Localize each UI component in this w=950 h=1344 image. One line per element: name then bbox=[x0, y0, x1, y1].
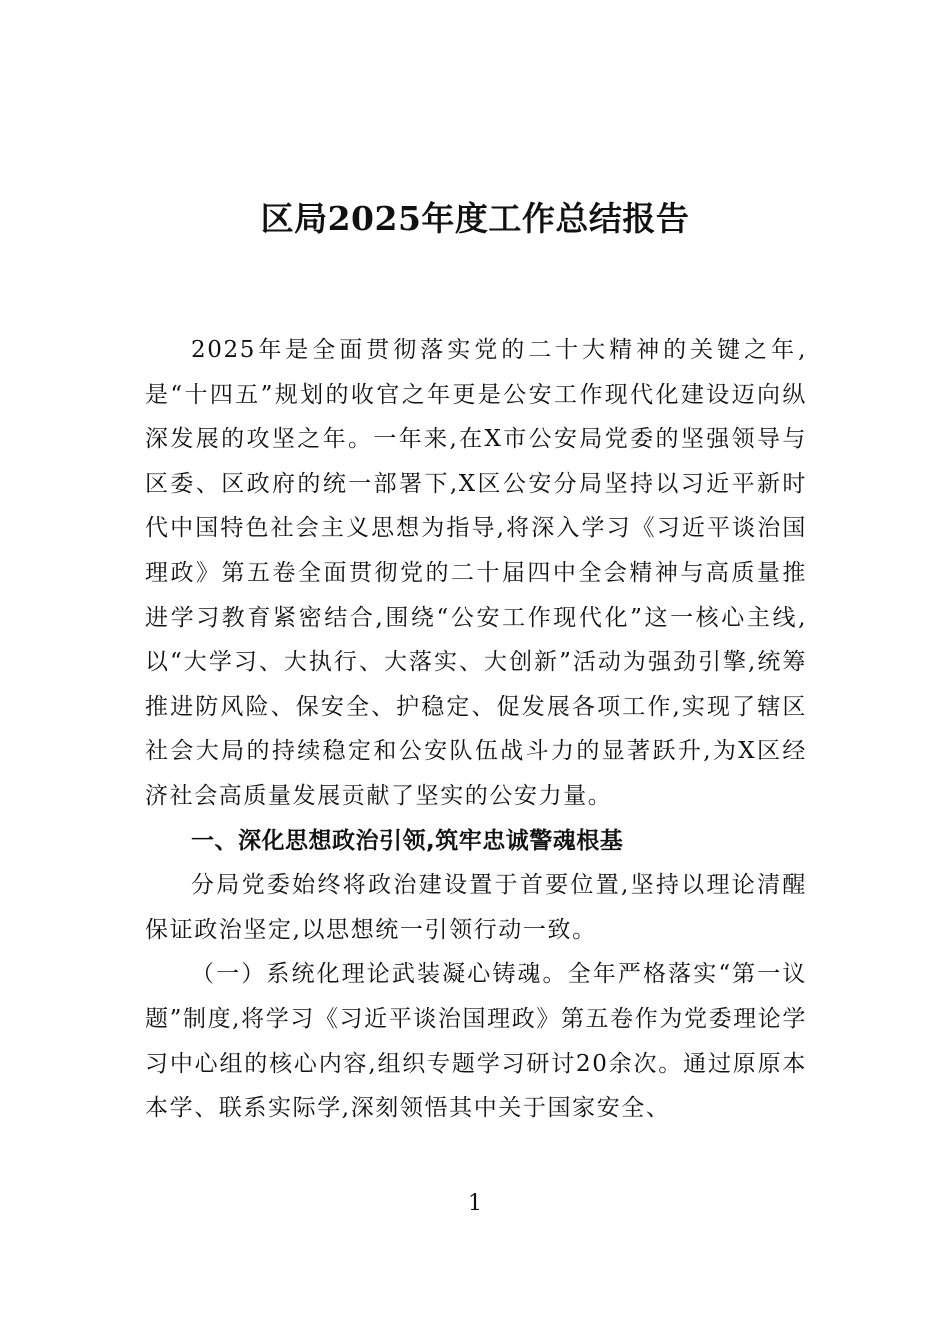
document-body bbox=[145, 328, 807, 1131]
subsection-1-paragraph bbox=[145, 952, 807, 1130]
intro-paragraph: 2025年是全面贯彻落实党的二十大精神的关键之年,是“十四五”规划的收官之年更是公安工作现代化建设迈向纵深发展的攻坚之年。一年来,在X市公安局党委的坚强领导与区委、区政府的统一部署下,X区公安分局坚持以习近平新时代中国特色社会主义思想为指导,将深入学习《习近平谈治国理政》第五卷全面贯彻党的二十届四中全会精神与高质量推进学习教育紧密结合,围绕“公安工作现代化”这一核心主线,以“大学习、大执行、大落实、大创新”活动为强劲引擎,统筹推进防风险、保安全、护稳定、促发展各项工作,实现了辖区社会大局的持续稳定和公安队伍战斗力的显著跃升,为X区经济社会高质量发展贡献了坚实的公安力量。 bbox=[145, 337, 807, 809]
document-title: 区局2025年度工作总结报告 bbox=[260, 199, 690, 238]
page-number: 1 bbox=[468, 1191, 482, 1216]
section-1-paragraph: 分局党委始终将政治建设置于首要位置,坚持以理论清醒保证政治坚定,以思想统一引领行动一致。 bbox=[145, 872, 807, 943]
subsection-1-text: 全年严格落实“第一议题”制度,将学习《习近平谈治国理政》第五卷作为党委理论学习中心组的核心内容,组织专题学习研讨20余次。通过原原本本学、联系实际学,深刻领悟其中关于国家安全、 bbox=[145, 961, 808, 1122]
section-heading-1: 一、深化思想政治引领,筑牢忠诚警魂根基 bbox=[191, 827, 624, 854]
subsection-1-heading: （一）系统化理论武装凝心铸魂。 bbox=[191, 961, 568, 988]
